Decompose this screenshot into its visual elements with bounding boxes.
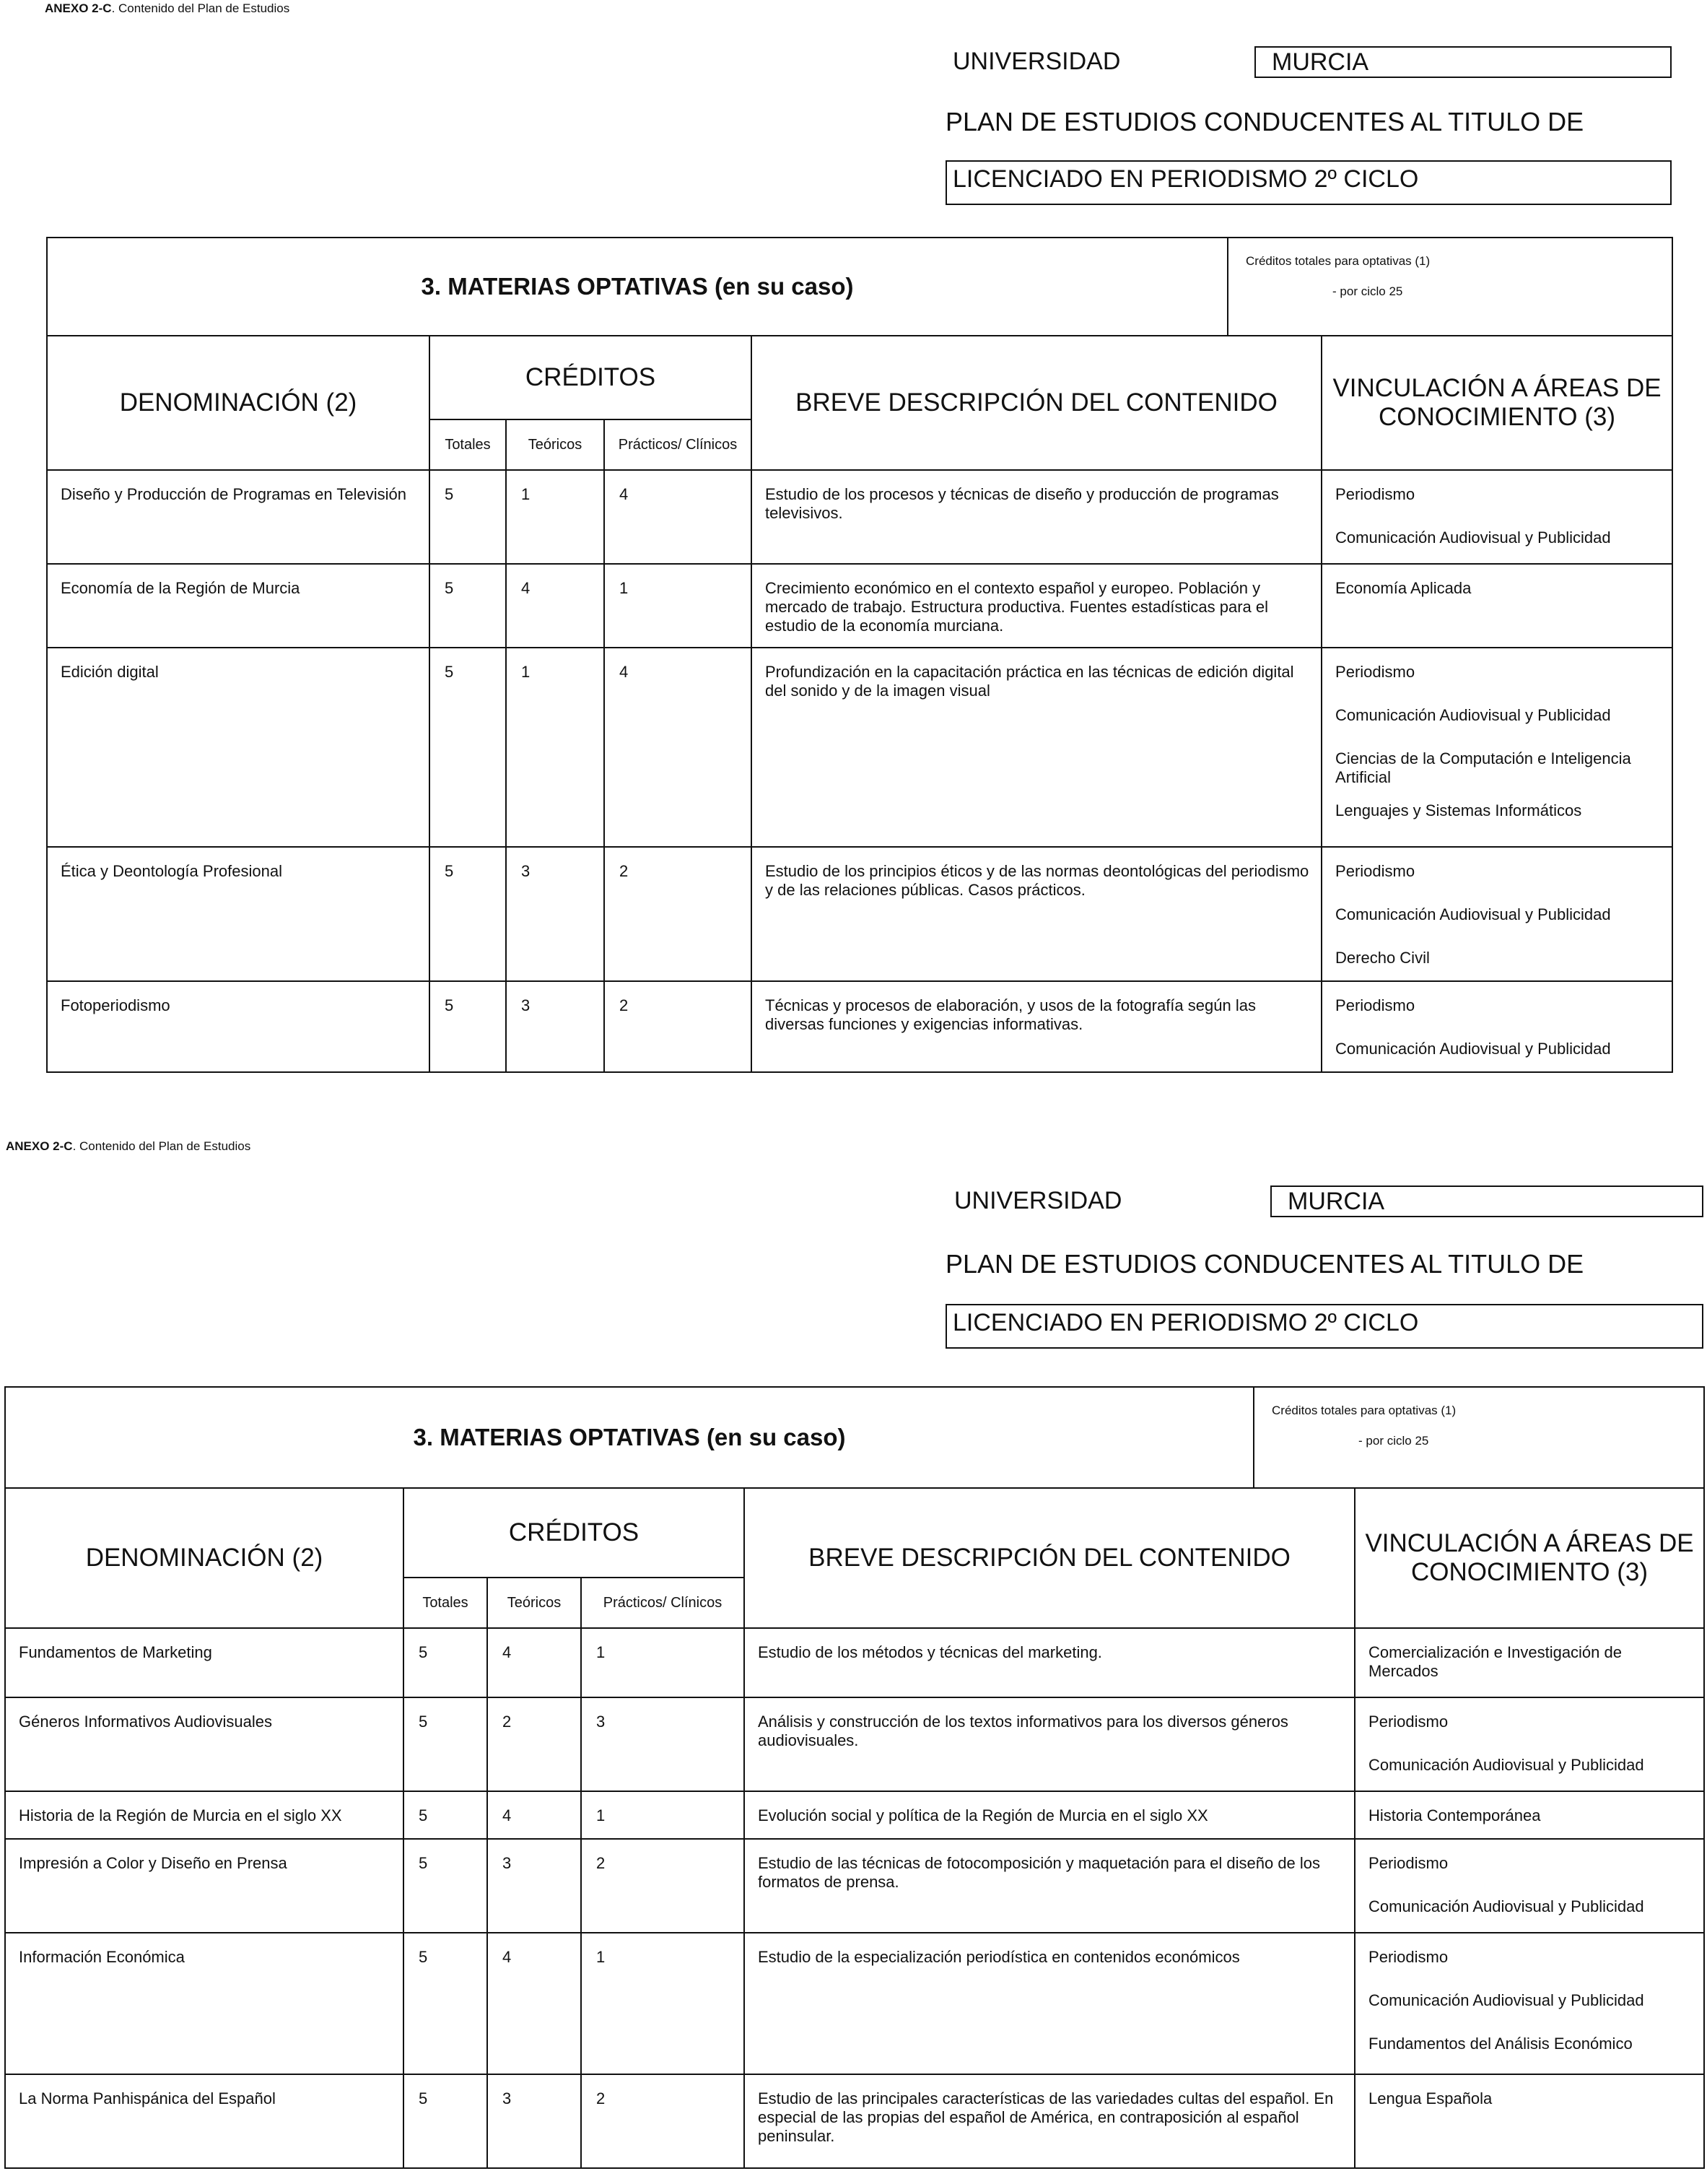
row-practicos: 3	[581, 1697, 744, 1791]
area-item: Periodismo	[1335, 485, 1415, 503]
row-name: Géneros Informativos Audiovisuales	[5, 1697, 403, 1791]
row-teoricos: 4	[487, 1628, 581, 1697]
row-name: Fundamentos de Marketing	[5, 1628, 403, 1697]
university-value-box: MURCIA	[1254, 46, 1672, 78]
credits-per-cycle: - por ciclo 25	[1332, 284, 1403, 298]
degree-title-box: LICENCIADO EN PERIODISMO 2º CICLO	[946, 160, 1672, 205]
area-item: Periodismo	[1368, 1854, 1449, 1872]
row-totales: 5	[429, 981, 506, 1072]
row-name: Ética y Deontología Profesional	[47, 847, 429, 981]
area-item: Lenguajes y Sistemas Informáticos	[1335, 801, 1582, 819]
row-areas	[1355, 2074, 1704, 2168]
row-descripcion: Estudio de la especialización periodística en contenidos económicos	[744, 1933, 1355, 2074]
row-totales: 5	[429, 470, 506, 564]
row-descripcion: Estudio de los métodos y técnicas del marketing.	[744, 1628, 1355, 1697]
row-descripcion: Estudio de los procesos y técnicas de diseño y producción de programas televisivos.	[751, 470, 1322, 564]
row-areas	[1322, 648, 1672, 847]
row-name: La Norma Panhispánica del Español	[5, 2074, 403, 2168]
row-teoricos: 4	[487, 1791, 581, 1839]
header-practicos: Prácticos/ Clínicos	[604, 419, 751, 470]
table-row	[5, 1839, 1704, 1933]
area-item: Comunicación Audiovisual y Publicidad	[1368, 1897, 1644, 1915]
electives-table-1	[46, 237, 1673, 1073]
area-item: Periodismo	[1335, 663, 1415, 681]
row-practicos: 2	[581, 1839, 744, 1933]
table-row	[5, 1933, 1704, 2074]
electives-table-2	[4, 1386, 1705, 2169]
area-item: Comunicación Audiovisual y Publicidad	[1335, 1040, 1611, 1058]
header-creditos: CRÉDITOS	[403, 1488, 744, 1578]
row-descripcion: Estudio de las técnicas de fotocomposición y maquetación para el diseño de los formatos de prensa.	[744, 1839, 1355, 1933]
row-practicos: 2	[604, 847, 751, 981]
row-teoricos: 4	[487, 1933, 581, 2074]
row-totales: 5	[403, 1697, 487, 1791]
degree-title-box: LICENCIADO EN PERIODISMO 2º CICLO	[946, 1304, 1703, 1349]
header-descripcion: BREVE DESCRIPCIÓN DEL CONTENIDO	[744, 1488, 1355, 1628]
annex-header: ANEXO 2-C. Contenido del Plan de Estudios	[6, 1139, 251, 1153]
row-name: Fotoperiodismo	[47, 981, 429, 1072]
plan-label: PLAN DE ESTUDIOS CONDUCENTES AL TITULO DE	[946, 107, 1584, 136]
area-item: Periodismo	[1335, 862, 1415, 880]
row-areas	[1355, 1697, 1704, 1791]
row-totales: 5	[403, 1839, 487, 1933]
row-practicos: 1	[581, 1791, 744, 1839]
table-row	[5, 1791, 1704, 1839]
table-row	[5, 1628, 1704, 1697]
row-areas	[1322, 470, 1672, 564]
header-descripcion: BREVE DESCRIPCIÓN DEL CONTENIDO	[751, 336, 1322, 470]
annex-header: ANEXO 2-C. Contenido del Plan de Estudios	[45, 1, 290, 15]
row-areas	[1355, 1839, 1704, 1933]
area-item: Comunicación Audiovisual y Publicidad	[1335, 528, 1611, 547]
header-teoricos: Teóricos	[487, 1578, 581, 1628]
section-title: 3. MATERIAS OPTATIVAS (en su caso)	[47, 238, 1228, 336]
header-vinculacion: VINCULACIÓN A ÁREAS DE CONOCIMIENTO (3)	[1355, 1488, 1704, 1628]
row-areas	[1355, 1933, 1704, 2074]
row-practicos: 2	[604, 981, 751, 1072]
row-practicos: 1	[604, 564, 751, 648]
row-descripcion: Técnicas y procesos de elaboración, y usos de la fotografía según las diversas funciones y exigencias informativas.	[751, 981, 1322, 1072]
row-name: Información Económica	[5, 1933, 403, 2074]
table-row	[5, 2074, 1704, 2168]
table-row	[47, 648, 1672, 847]
header-totales: Totales	[403, 1578, 487, 1628]
credits-total-label: Créditos totales para optativas (1)	[1272, 1404, 1457, 1417]
area-item: Periodismo	[1335, 996, 1415, 1014]
section-title: 3. MATERIAS OPTATIVAS (en su caso)	[5, 1387, 1254, 1488]
row-teoricos: 4	[506, 564, 604, 648]
credits-total-cell	[1254, 1387, 1704, 1488]
row-descripcion: Crecimiento económico en el contexto español y europeo. Población y mercado de trabajo. Estructura productiva. Fuentes estadísticas para el estudio de la economía murciana.	[751, 564, 1322, 648]
header-denominacion: DENOMINACIÓN (2)	[47, 336, 429, 470]
area-item: Historia Contemporánea	[1368, 1806, 1541, 1824]
row-teoricos: 1	[506, 648, 604, 847]
header-denominacion: DENOMINACIÓN (2)	[5, 1488, 403, 1628]
credits-total-cell	[1228, 238, 1672, 336]
row-areas	[1322, 564, 1672, 648]
row-practicos: 2	[581, 2074, 744, 2168]
row-practicos: 1	[581, 1628, 744, 1697]
row-totales: 5	[429, 847, 506, 981]
row-totales: 5	[429, 564, 506, 648]
area-item: Fundamentos del Análisis Económico	[1368, 2035, 1633, 2053]
area-item: Economía Aplicada	[1335, 579, 1472, 597]
header-vinculacion: VINCULACIÓN A ÁREAS DE CONOCIMIENTO (3)	[1322, 336, 1672, 470]
row-areas	[1355, 1628, 1704, 1697]
header-totales: Totales	[429, 419, 506, 470]
header-practicos: Prácticos/ Clínicos	[581, 1578, 744, 1628]
row-teoricos: 3	[506, 847, 604, 981]
table-row	[47, 470, 1672, 564]
area-item: Periodismo	[1368, 1948, 1449, 1966]
row-descripcion: Estudio de los principios éticos y de las normas deontológicas del periodismo y de las relaciones públicas. Casos prácticos.	[751, 847, 1322, 981]
area-item: Lengua Española	[1368, 2089, 1493, 2107]
area-item: Ciencias de la Computación e Inteligencia Artificial	[1335, 749, 1631, 786]
plan-label: PLAN DE ESTUDIOS CONDUCENTES AL TITULO DE	[946, 1249, 1584, 1279]
row-descripcion: Estudio de las principales características de las variedades cultas del español. En especial de las propias del español de América, en contraposición al español peninsular.	[744, 2074, 1355, 2168]
row-name: Edición digital	[47, 648, 429, 847]
area-item: Comercialización e Investigación de Mercados	[1368, 1643, 1622, 1680]
row-teoricos: 3	[506, 981, 604, 1072]
row-areas	[1355, 1791, 1704, 1839]
area-item: Comunicación Audiovisual y Publicidad	[1368, 1756, 1644, 1774]
row-name: Diseño y Producción de Programas en Televisión	[47, 470, 429, 564]
area-item: Periodismo	[1368, 1713, 1449, 1731]
row-practicos: 1	[581, 1933, 744, 2074]
row-totales: 5	[403, 1628, 487, 1697]
area-item: Comunicación Audiovisual y Publicidad	[1335, 905, 1611, 923]
row-name: Economía de la Región de Murcia	[47, 564, 429, 648]
row-areas	[1322, 847, 1672, 981]
row-name: Impresión a Color y Diseño en Prensa	[5, 1839, 403, 1933]
area-item: Comunicación Audiovisual y Publicidad	[1368, 1991, 1644, 2009]
row-teoricos: 1	[506, 470, 604, 564]
row-descripcion: Profundización en la capacitación práctica en las técnicas de edición digital del sonido y de la imagen visual	[751, 648, 1322, 847]
row-descripcion: Análisis y construcción de los textos informativos para los diversos géneros audiovisuales.	[744, 1697, 1355, 1791]
row-teoricos: 3	[487, 2074, 581, 2168]
table-row	[5, 1697, 1704, 1791]
row-teoricos: 3	[487, 1839, 581, 1933]
header-teoricos: Teóricos	[506, 419, 604, 470]
university-label: UNIVERSIDAD	[954, 1187, 1122, 1214]
credits-per-cycle: - por ciclo 25	[1358, 1434, 1429, 1448]
table-row	[47, 564, 1672, 648]
area-item: Derecho Civil	[1335, 949, 1430, 967]
credits-total-label: Créditos totales para optativas (1)	[1246, 254, 1431, 268]
row-name: Historia de la Región de Murcia en el siglo XX	[5, 1791, 403, 1839]
table-row	[47, 847, 1672, 981]
row-descripcion: Evolución social y política de la Región de Murcia en el siglo XX	[744, 1791, 1355, 1839]
university-value-box: MURCIA	[1270, 1185, 1703, 1217]
document-page-2	[0, 1126, 1707, 2184]
row-totales: 5	[403, 1933, 487, 2074]
row-totales: 5	[403, 2074, 487, 2168]
row-practicos: 4	[604, 648, 751, 847]
table-row	[47, 981, 1672, 1072]
university-label: UNIVERSIDAD	[953, 48, 1121, 75]
area-item: Comunicación Audiovisual y Publicidad	[1335, 706, 1611, 724]
row-areas	[1322, 981, 1672, 1072]
header-creditos: CRÉDITOS	[429, 336, 751, 419]
row-totales: 5	[429, 648, 506, 847]
row-totales: 5	[403, 1791, 487, 1839]
row-teoricos: 2	[487, 1697, 581, 1791]
row-practicos: 4	[604, 470, 751, 564]
